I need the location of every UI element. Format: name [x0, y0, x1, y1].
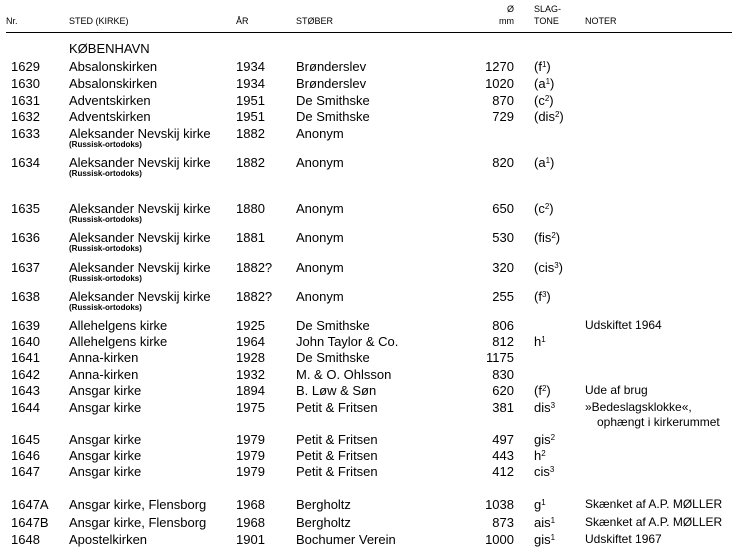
- row-sted: Adventskirken: [69, 93, 151, 108]
- row-tone-octave: 3: [549, 465, 555, 474]
- row-sted-subtitle: (Russisk-ortodoks): [69, 244, 142, 253]
- row-year: 1968: [236, 515, 265, 530]
- row-tone-close: ): [558, 260, 564, 275]
- row-tone-octave: 1: [541, 335, 546, 344]
- row-year: 1951: [236, 93, 265, 108]
- row-tone-octave: 1: [541, 498, 546, 507]
- row-strike-tone: [534, 59, 551, 74]
- row-diameter: 870: [492, 93, 514, 108]
- row-number: 1646: [11, 448, 40, 463]
- row-diameter: 620: [492, 383, 514, 398]
- row-strike-tone: [534, 400, 555, 415]
- row-tone-close: ): [549, 93, 554, 108]
- row-tone-note: cis: [534, 464, 550, 479]
- row-sted: Anna-kirken: [69, 367, 139, 382]
- row-founder: Petit & Fritsen: [296, 432, 378, 447]
- row-number: 1630: [11, 76, 40, 91]
- row-diameter: 381: [492, 400, 514, 415]
- row-tone-note: ais: [534, 515, 551, 530]
- row-sted: Aleksander Nevskij kirke: [69, 230, 211, 245]
- table-row: [0, 432, 735, 448]
- row-strike-tone: [534, 201, 554, 216]
- row-sted-subtitle: (Russisk-ortodoks): [69, 303, 142, 312]
- row-tone-note: gis: [534, 432, 551, 447]
- row-note: »Bedeslagsklokke«,: [585, 400, 692, 414]
- header-sted: STED (KIRKE): [69, 16, 129, 26]
- table-row: [0, 76, 735, 92]
- row-number: 1636: [11, 230, 40, 245]
- row-number: 1634: [11, 155, 40, 170]
- row-tone-close: ): [559, 109, 564, 124]
- header-stober: STØBER: [296, 16, 334, 26]
- header-divider: [6, 32, 732, 33]
- row-tone-octave: 1: [550, 533, 556, 542]
- row-number: 1637: [11, 260, 40, 275]
- row-diameter: 443: [492, 448, 514, 463]
- row-diameter: 812: [492, 334, 514, 349]
- row-tone-octave: 3: [541, 290, 547, 299]
- row-founder: De Smithske: [296, 109, 370, 124]
- row-tone-note: (f: [534, 289, 542, 304]
- row-tone-note: (c: [534, 201, 545, 216]
- row-diameter: 320: [492, 260, 514, 275]
- header-nr: Nr.: [6, 16, 18, 26]
- row-sted: Ansgar kirke: [69, 464, 142, 479]
- row-founder: Anonym: [296, 230, 344, 245]
- row-year: 1934: [236, 76, 265, 91]
- row-sted: Absalonskirken: [69, 76, 158, 91]
- row-tone-note: dis: [534, 400, 551, 415]
- row-diameter: 873: [492, 515, 514, 530]
- table-row: [0, 59, 735, 75]
- row-diameter: 820: [492, 155, 514, 170]
- row-number: 1644: [11, 400, 40, 415]
- row-strike-tone: [534, 515, 555, 530]
- row-sted: Aleksander Nevskij kirke: [69, 126, 211, 141]
- header-noter: NOTER: [585, 16, 617, 26]
- row-year: 1882: [236, 126, 265, 141]
- table-row: [0, 367, 735, 383]
- row-number: 1635: [11, 201, 40, 216]
- row-tone-octave: 2: [544, 202, 550, 211]
- row-year: 1880: [236, 201, 265, 216]
- row-sted: Aleksander Nevskij kirke: [69, 260, 211, 275]
- row-year: 1882?: [236, 260, 273, 275]
- table-row: [0, 400, 735, 416]
- row-strike-tone: [534, 76, 554, 91]
- row-founder: Anonym: [296, 201, 344, 216]
- row-strike-tone: [534, 93, 554, 108]
- row-year: 1901: [236, 532, 265, 547]
- row-sted: Aleksander Nevskij kirke: [69, 155, 211, 170]
- row-sted: Ansgar kirke: [69, 383, 142, 398]
- header-diameter-unit: mm: [499, 16, 514, 26]
- row-founder: De Smithske: [296, 350, 370, 365]
- row-tone-octave: 2: [551, 231, 556, 240]
- row-diameter: 650: [492, 201, 514, 216]
- row-strike-tone: [534, 109, 564, 124]
- row-tone-octave: 3: [554, 261, 559, 270]
- row-founder: Petit & Fritsen: [296, 400, 378, 415]
- row-year: 1979: [236, 464, 265, 479]
- row-year: 1968: [236, 497, 265, 512]
- row-strike-tone: [534, 260, 563, 275]
- row-year: 1932: [236, 367, 265, 382]
- row-founder: John Taylor & Co.: [296, 334, 399, 349]
- row-tone-octave: 2: [554, 110, 560, 119]
- section-title: KØBENHAVN: [69, 41, 150, 56]
- row-tone-note: (c: [534, 93, 545, 108]
- row-number: 1641: [11, 350, 40, 365]
- table-row: [0, 334, 735, 350]
- row-strike-tone: [534, 497, 546, 512]
- row-sted: Anna-kirken: [69, 350, 139, 365]
- row-tone-octave: 2: [550, 433, 556, 442]
- row-sted: Aleksander Nevskij kirke: [69, 201, 211, 216]
- row-founder: De Smithske: [296, 93, 370, 108]
- row-founder: Bergholtz: [296, 497, 351, 512]
- row-tone-close: ): [549, 201, 554, 216]
- row-tone-close: ): [546, 59, 551, 74]
- row-sted: Ansgar kirke: [69, 432, 142, 447]
- row-sted: Allehelgens kirke: [69, 318, 168, 333]
- header-diameter-symbol: Ø: [506, 4, 514, 14]
- row-number: 1639: [11, 318, 40, 333]
- row-tone-close: ): [546, 383, 551, 398]
- row-strike-tone: [534, 155, 554, 170]
- row-tone-close: ): [550, 155, 555, 170]
- row-number: 1629: [11, 59, 40, 74]
- row-tone-octave: 1: [545, 156, 551, 165]
- row-strike-tone: [534, 532, 555, 547]
- row-diameter: 1175: [486, 350, 514, 365]
- row-year: 1925: [236, 318, 265, 333]
- row-diameter: 1270: [485, 59, 514, 74]
- table-row: [0, 350, 735, 366]
- row-diameter: 1038: [485, 497, 514, 512]
- row-founder: B. Løw & Søn: [296, 383, 377, 398]
- row-year: 1894: [236, 383, 265, 398]
- row-diameter: 255: [492, 289, 514, 304]
- row-number: 1642: [11, 367, 40, 382]
- row-sted: Ansgar kirke, Flensborg: [69, 515, 207, 530]
- row-diameter: 412: [492, 464, 514, 479]
- row-tone-close: ): [555, 230, 561, 245]
- row-tone-note: (cis: [534, 260, 555, 275]
- row-tone-note: (f: [534, 383, 542, 398]
- row-sted: Absalonskirken: [69, 59, 158, 74]
- row-year: 1951: [236, 109, 265, 124]
- row-founder: Anonym: [296, 289, 344, 304]
- row-number: 1645: [11, 432, 40, 447]
- row-founder: Petit & Fritsen: [296, 448, 378, 463]
- row-number: 1638: [11, 289, 40, 304]
- table-row: [0, 497, 735, 513]
- row-strike-tone: [534, 334, 546, 349]
- row-tone-octave: 2: [541, 384, 547, 393]
- row-tone-octave: 2: [544, 94, 550, 103]
- row-number: 1648: [11, 532, 40, 547]
- row-year: 1882?: [236, 289, 273, 304]
- header-ar: ÅR: [236, 16, 249, 26]
- table-row: [0, 448, 735, 464]
- table-row: [0, 109, 735, 125]
- row-tone-octave: 1: [541, 60, 547, 69]
- row-note: Udskiftet 1964: [585, 318, 662, 332]
- row-year: 1964: [236, 334, 265, 349]
- row-tone-note: (fis: [534, 230, 552, 245]
- row-year: 1934: [236, 59, 265, 74]
- row-number: 1647B: [11, 515, 49, 530]
- row-founder: Anonym: [296, 155, 344, 170]
- row-sted-subtitle: (Russisk-ortodoks): [69, 169, 142, 178]
- row-year: 1979: [236, 432, 265, 447]
- row-founder: Anonym: [296, 126, 344, 141]
- row-number: 1632: [11, 109, 40, 124]
- row-founder: Bochumer Verein: [296, 532, 396, 547]
- row-tone-close: ): [546, 289, 551, 304]
- row-strike-tone: [534, 230, 560, 245]
- row-diameter: 497: [492, 432, 514, 447]
- row-sted-subtitle: (Russisk-ortodoks): [69, 215, 142, 224]
- row-strike-tone: [534, 289, 551, 304]
- row-tone-note: (a: [534, 76, 546, 91]
- row-tone-note: (a: [534, 155, 546, 170]
- row-strike-tone: [534, 464, 554, 479]
- table-row: [0, 383, 735, 399]
- row-sted: Aleksander Nevskij kirke: [69, 289, 211, 304]
- row-tone-close: ): [550, 76, 555, 91]
- row-tone-octave: 1: [545, 77, 551, 86]
- row-diameter: 806: [492, 318, 514, 333]
- row-diameter: 729: [492, 109, 514, 124]
- row-number: 1640: [11, 334, 40, 349]
- row-strike-tone: [534, 448, 546, 463]
- row-diameter: 830: [492, 367, 514, 382]
- header-slagtone-2: TONE: [534, 16, 559, 26]
- row-number: 1633: [11, 126, 40, 141]
- row-founder: Petit & Fritsen: [296, 464, 378, 479]
- row-note: Skænket af A.P. MØLLER: [585, 497, 723, 511]
- row-sted: Ansgar kirke: [69, 400, 142, 415]
- table-row: [0, 464, 735, 480]
- row-tone-note: (dis: [534, 109, 555, 124]
- row-tone-note: h: [534, 448, 542, 463]
- row-tone-octave: 2: [541, 449, 546, 458]
- row-number: 1631: [11, 93, 40, 108]
- row-tone-note: (f: [534, 59, 542, 74]
- row-sted: Ansgar kirke, Flensborg: [69, 497, 207, 512]
- row-sted: Apostelkirken: [69, 532, 148, 547]
- header-slagtone-1: SLAG-: [534, 4, 562, 14]
- row-sted: Allehelgens kirke: [69, 334, 168, 349]
- row-founder: Brønderslev: [296, 76, 367, 91]
- row-tone-note: g: [534, 497, 542, 512]
- row-number: 1647: [11, 464, 40, 479]
- row-tone-octave: 1: [550, 516, 556, 525]
- row-note: Skænket af A.P. MØLLER: [585, 515, 723, 529]
- row-founder: Brønderslev: [296, 59, 367, 74]
- table-row: [0, 515, 735, 531]
- row-sted-subtitle: (Russisk-ortodoks): [69, 140, 142, 149]
- table-row: [0, 318, 735, 334]
- row-founder: Anonym: [296, 260, 344, 275]
- row-note: Ude af brug: [585, 383, 648, 397]
- row-note: Udskiftet 1967: [585, 532, 662, 546]
- row-year: 1881: [236, 230, 265, 245]
- row-year: 1979: [236, 448, 265, 463]
- row-tone-octave: 3: [550, 401, 556, 410]
- row-strike-tone: [534, 432, 555, 447]
- row-year: 1882: [236, 155, 265, 170]
- row-sted-subtitle: (Russisk-ortodoks): [69, 274, 142, 283]
- row-year: 1928: [236, 350, 265, 365]
- row-sted: Adventskirken: [69, 109, 151, 124]
- row-sted: Ansgar kirke: [69, 448, 142, 463]
- row-year: 1975: [236, 400, 265, 415]
- row-founder: Bergholtz: [296, 515, 351, 530]
- row-number: 1643: [11, 383, 40, 398]
- row-strike-tone: [534, 383, 551, 398]
- row-note-continued: ophængt i kirkerummet: [597, 415, 720, 429]
- row-tone-note: h: [534, 334, 542, 349]
- row-diameter: 1000: [485, 532, 514, 547]
- row-founder: M. & O. Ohlsson: [296, 367, 392, 382]
- row-number: 1647A: [11, 497, 49, 512]
- table-row: [0, 93, 735, 109]
- row-diameter: 1020: [485, 76, 514, 91]
- table-row: [0, 532, 735, 548]
- row-diameter: 530: [492, 230, 514, 245]
- row-founder: De Smithske: [296, 318, 370, 333]
- row-tone-note: gis: [534, 532, 551, 547]
